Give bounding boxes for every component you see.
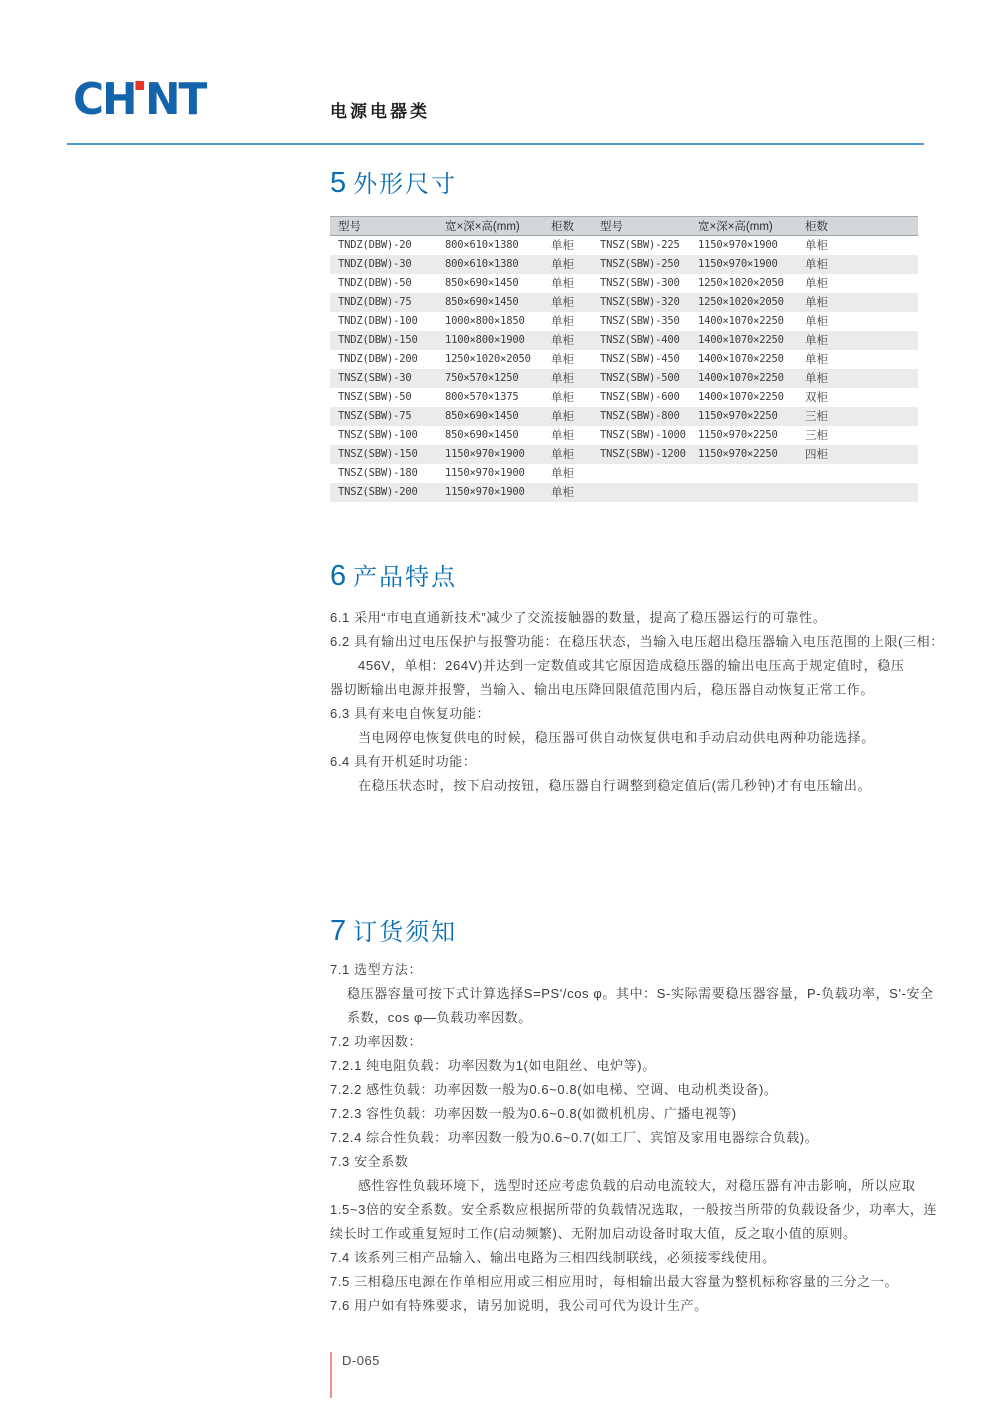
table-cell: 单柜 <box>797 293 918 312</box>
table-cell: TNSZ(SBW)-600 <box>600 391 680 403</box>
table-cell: TNSZ(SBW)-500 <box>592 369 690 388</box>
table-row <box>330 369 918 388</box>
table-row <box>330 274 918 293</box>
table-cell: 1250×1020×2050 <box>445 353 531 365</box>
category-title: 电源电器类 <box>330 102 430 121</box>
table-row <box>330 312 918 331</box>
table-header-row <box>330 217 918 236</box>
table-cell <box>797 464 918 483</box>
table-row <box>330 293 918 312</box>
table-cell: TNSZ(SBW)-320 <box>592 293 690 312</box>
table-cell: TNSZ(SBW)-450 <box>600 353 680 365</box>
ordering-line: 7.2.3 容性负载：功率因数一般为0.6~0.8(如微机机房、广播电视等) <box>330 1106 737 1121</box>
logo-red-dot-icon <box>136 81 145 90</box>
table-cell: 1150×970×2250 <box>698 429 778 441</box>
table-cell <box>690 483 797 502</box>
table-cell: 单柜 <box>543 255 592 274</box>
table-row <box>330 331 918 350</box>
table-cell: TNDZ(DBW)-30 <box>330 255 437 274</box>
table-cell: TNSZ(SBW)-180 <box>338 467 418 479</box>
ordering-line: 7.2.1 纯电阻负载：功率因数为1(如电阻丝、电炉等)。 <box>330 1058 656 1073</box>
ordering-line: 7.6 用户如有特殊要求，请另加说明，我公司可代为设计生产。 <box>330 1298 708 1313</box>
ordering-line: 1.5~3倍的安全系数。安全系数应根据所带的负载情况选取，一般按当所带的负载设备少，功率大，连 <box>330 1202 938 1217</box>
feature-line: 6.4 具有开机延时功能： <box>330 754 477 769</box>
table-cell: 单柜 <box>551 240 574 253</box>
feature-line: 6.3 具有来电自恢复功能： <box>330 706 491 721</box>
ordering-line: 感性容性负载环境下，选型时还应考虑负载的启动电流较大，对稳压器有冲击影响，所以应取 <box>358 1178 916 1193</box>
table-cell: 单柜 <box>797 369 918 388</box>
table-cell: 850×690×1450 <box>437 407 543 426</box>
table-cell: 850×690×1450 <box>445 277 519 289</box>
table-cell: TNSZ(SBW)-75 <box>330 407 437 426</box>
table-cell: 四柜 <box>797 445 918 464</box>
table-row <box>330 445 918 464</box>
table-cell: 1400×1070×2250 <box>698 315 784 327</box>
features-text <box>330 606 970 798</box>
ordering-line: 7.3 安全系数 <box>330 1154 409 1169</box>
section-number: 7 <box>330 915 347 947</box>
table-cell: 单柜 <box>797 331 918 350</box>
table-cell: 单柜 <box>543 331 592 350</box>
table-cell: 1400×1070×2250 <box>698 353 784 365</box>
table-cell: 单柜 <box>551 430 574 442</box>
table-cell: 800×610×1380 <box>445 239 519 252</box>
table-cell: 单柜 <box>543 293 592 312</box>
table-cell: TNSZ(SBW)-50 <box>338 391 412 403</box>
table-cell: 1150×970×1900 <box>690 255 797 274</box>
table-cell: 三柜 <box>797 407 918 426</box>
table-cell: 1250×1020×2050 <box>690 293 797 312</box>
table-row <box>330 407 918 426</box>
table-row <box>330 483 918 502</box>
table-cell: 单柜 <box>551 392 574 404</box>
table-cell: 单柜 <box>551 468 574 480</box>
table-cell: TNDZ(DBW)-50 <box>338 277 412 289</box>
table-cell: 1000×800×1850 <box>445 315 525 327</box>
table-cell: 单柜 <box>805 240 828 253</box>
ordering-line: 7.2.4 综合性负载：功率因数一般为0.6~0.7(如工厂、宾馆及家用电器综合负载)。 <box>330 1130 819 1145</box>
table-cell: 双柜 <box>805 392 828 404</box>
table-cell: 1150×970×2250 <box>690 407 797 426</box>
feature-line: 456V，单相：264V)并达到一定数值或其它原因造成稳压器的输出电压高于规定值时，稳压 <box>358 658 905 673</box>
table-cell: 单柜 <box>543 369 592 388</box>
table-cell: TNSZ(SBW)-300 <box>600 277 680 289</box>
table-cell <box>797 483 918 502</box>
feature-line: 器切断输出电源并报警，当输入、输出电压降回限值范围内后，稳压器自动恢复正常工作。 <box>330 682 875 697</box>
table-row <box>330 236 918 255</box>
section-number: 6 <box>330 560 347 592</box>
chint-logo <box>73 74 206 125</box>
logo-text-right: NT <box>145 74 206 125</box>
table-cell: 单柜 <box>805 316 828 328</box>
table-header-cell: 宽×深×高(mm) <box>437 217 543 236</box>
table-cell: 单柜 <box>551 354 574 366</box>
table-cell: 单柜 <box>805 354 828 366</box>
logo-i-column <box>136 80 146 120</box>
ordering-line: 7.2.2 感性负载：功率因数一般为0.6~0.8(如电梯、空调、电动机类设备)。 <box>330 1082 778 1097</box>
table-cell: 三柜 <box>805 430 828 442</box>
header-divider <box>67 143 924 145</box>
footer-accent-line <box>330 1352 332 1398</box>
ordering-line: 稳压器容量可按下式计算选择S=PS'/cos φ。其中：S-实际需要稳压器容量，P-负载功率，S'-安全 <box>347 986 934 1001</box>
table-cell: 单柜 <box>543 445 592 464</box>
table-cell: 800×610×1380 <box>437 255 543 274</box>
table-cell: TNSZ(SBW)-1200 <box>592 445 690 464</box>
section-title: 外形尺寸 <box>353 171 458 198</box>
ordering-line: 7.1 选型方法： <box>330 962 423 977</box>
table-cell: 1150×970×1900 <box>437 445 543 464</box>
table-cell: TNSZ(SBW)-350 <box>600 315 680 327</box>
table-row <box>330 388 918 407</box>
table-cell: TNDZ(DBW)-100 <box>338 315 418 327</box>
section-title: 订货须知 <box>353 919 458 946</box>
table-cell: TNDZ(DBW)-75 <box>330 293 437 312</box>
table-cell <box>592 464 690 483</box>
feature-line: 6.2 具有输出过电压保护与报警功能：在稳压状态，当输入电压超出稳压器输入电压范围的上限(三相： <box>330 634 944 649</box>
table-cell: TNSZ(SBW)-100 <box>338 429 418 441</box>
section-number: 5 <box>330 167 347 199</box>
table-cell: 1100×800×1900 <box>437 331 543 350</box>
table-header-cell: 柜数 <box>797 217 918 236</box>
table-cell: 单柜 <box>551 278 574 290</box>
table-cell: TNSZ(SBW)-150 <box>330 445 437 464</box>
table-cell: TNSZ(SBW)-800 <box>592 407 690 426</box>
section-heading-ordering <box>330 917 457 946</box>
table-header-cell: 柜数 <box>543 217 592 236</box>
ordering-line: 7.5 三相稳压电源在作单相应用或三相应用时，每相输出最大容量为整机标称容量的三分之一。 <box>330 1274 899 1289</box>
table-cell: TNSZ(SBW)-250 <box>592 255 690 274</box>
feature-line: 6.1 采用“市电直通新技术”减少了交流接触器的数量，提高了稳压器运行的可靠性。 <box>330 610 827 625</box>
feature-line: 当电网停电恢复供电的时候，稳压器可供自动恢复供电和手动启动供电两种功能选择。 <box>358 730 875 745</box>
table-cell: 850×690×1450 <box>445 429 519 441</box>
table-cell: 1400×1070×2250 <box>690 331 797 350</box>
table-cell: TNDZ(DBW)-150 <box>330 331 437 350</box>
table-cell: 1400×1070×2250 <box>690 369 797 388</box>
table-cell <box>690 464 797 483</box>
table-cell: 1250×1020×2050 <box>698 277 784 289</box>
table-cell: 单柜 <box>543 407 592 426</box>
table-cell: 850×690×1450 <box>437 293 543 312</box>
table-row <box>330 426 918 445</box>
ordering-line: 系数，cos φ—负载功率因数。 <box>347 1010 532 1025</box>
table-cell: 1400×1070×2250 <box>698 391 784 403</box>
table-cell: 1150×970×2250 <box>690 445 797 464</box>
table-cell: TNDZ(DBW)-200 <box>338 353 418 365</box>
table-cell: 1150×970×1900 <box>445 467 525 479</box>
table-row <box>330 464 918 483</box>
table-cell: TNSZ(SBW)-400 <box>592 331 690 350</box>
table-cell: 单柜 <box>551 316 574 328</box>
dimensions-table <box>330 216 918 502</box>
table-row <box>330 255 918 274</box>
page-number: D-065 <box>342 1353 380 1368</box>
table-header-cell: 型号 <box>330 217 437 236</box>
ordering-line: 7.4 该系列三相产品输入、输出电路为三相四线制联线，必须接零线使用。 <box>330 1250 776 1265</box>
table-header-cell: 宽×深×高(mm) <box>690 217 797 236</box>
table-cell: 1150×970×1900 <box>437 483 543 502</box>
table-cell: 1150×970×1900 <box>698 239 778 252</box>
section-heading-features <box>330 562 457 591</box>
logo-text-left: CH <box>73 74 136 125</box>
section-heading-dimensions <box>330 169 457 198</box>
table-cell: 单柜 <box>805 278 828 290</box>
table-cell: TNSZ(SBW)-30 <box>330 369 437 388</box>
table-row <box>330 350 918 369</box>
section-title: 产品特点 <box>353 564 458 591</box>
table-cell: TNDZ(DBW)-20 <box>338 239 412 252</box>
table-cell: TNSZ(SBW)-200 <box>330 483 437 502</box>
table-cell: 800×570×1375 <box>445 391 519 403</box>
table-cell: 单柜 <box>543 483 592 502</box>
table-cell: TNSZ(SBW)-1000 <box>600 429 686 441</box>
ordering-line: 7.2 功率因数： <box>330 1034 423 1049</box>
table-header-cell: 型号 <box>592 217 690 236</box>
table-cell: TNSZ(SBW)-225 <box>600 239 680 252</box>
table-cell: 750×570×1250 <box>437 369 543 388</box>
feature-line: 在稳压状态时，按下启动按钮，稳压器自行调整到稳定值后(需几秒钟)才有电压输出。 <box>358 778 872 793</box>
ordering-line: 续长时工作或重复短时工作(启动频繁)、无附加启动设备时取大值，反之取小值的原则。 <box>330 1226 857 1241</box>
table-cell <box>592 483 690 502</box>
table-cell: 单柜 <box>797 255 918 274</box>
ordering-text <box>330 958 970 1318</box>
